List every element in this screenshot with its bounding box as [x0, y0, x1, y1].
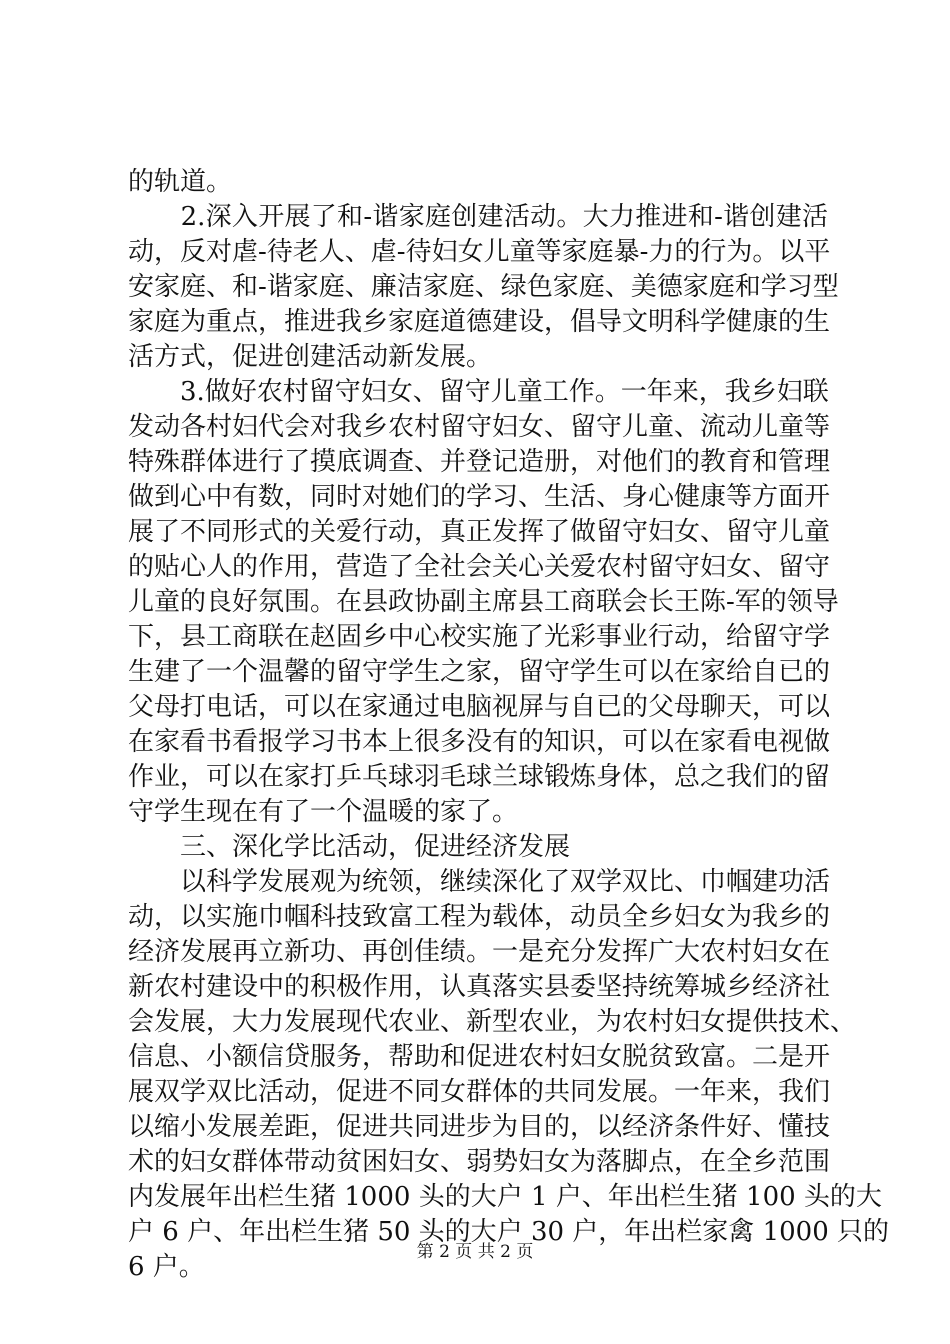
text-line: 动，以实施巾帼科技致富工程为载体，动员全乡妇女为我乡的	[128, 902, 831, 932]
text-line: 展了不同形式的关爱行动，真正发挥了做留守妇女、留守儿童	[128, 517, 831, 547]
text-line: 活方式，促进创建活动新发展。	[128, 342, 493, 372]
text-line: 3.做好农村留守妇女、留守儿童工作。一年来，我乡妇联	[128, 377, 829, 407]
text-line: 展双学双比活动，促进不同女群体的共同发展。一年来，我们	[128, 1077, 831, 1107]
text-line: 6 户。	[128, 1252, 205, 1282]
text-line: 特殊群体进行了摸底调查、并登记造册，对他们的教育和管理	[128, 447, 831, 477]
text-line: 守学生现在有了一个温暖的家了。	[128, 797, 519, 827]
text-line: 新农村建设中的积极作用，认真落实县委坚持统筹城乡经济社	[128, 972, 831, 1002]
text-line: 以科学发展观为统领，继续深化了双学双比、巾帼建功活	[128, 867, 831, 897]
text-line: 生建了一个温馨的留守学生之家，留守学生可以在家给自已的	[128, 657, 831, 687]
text-line: 以缩小发展差距，促进共同进步为目的，以经济条件好、懂技	[128, 1112, 831, 1142]
section-heading: 三、深化学比活动，促进经济发展	[128, 832, 571, 862]
text-line: 的轨道。	[128, 167, 233, 197]
text-line: 动，反对虐-待老人、虐-待妇女儿童等家庭暴-力的行为。以平	[128, 237, 831, 267]
text-line: 安家庭、和-谐家庭、廉洁家庭、绿色家庭、美德家庭和学习型	[128, 272, 839, 302]
text-line: 术的妇女群体带动贫困妇女、弱势妇女为落脚点，在全乡范围	[128, 1147, 831, 1177]
text-line: 家庭为重点，推进我乡家庭道德建设，倡导文明科学健康的生	[128, 307, 831, 337]
text-line: 信息、小额信贷服务，帮助和促进农村妇女脱贫致富。二是开	[128, 1042, 831, 1072]
text-line: 父母打电话，可以在家通过电脑视屏与自已的父母聊天，可以	[128, 692, 831, 722]
document-body	[128, 165, 889, 1285]
text-line: 做到心中有数，同时对她们的学习、生活、身心健康等方面开	[128, 482, 831, 512]
text-line: 的贴心人的作用，营造了全社会关心关爱农村留守妇女、留守	[128, 552, 831, 582]
text-line: 作业，可以在家打乒乓球羽毛球兰球锻炼身体，总之我们的留	[128, 762, 831, 792]
text-line: 下，县工商联在赵固乡中心校实施了光彩事业行动，给留守学	[128, 622, 831, 652]
text-line: 发动各村妇代会对我乡农村留守妇女、留守儿童、流动儿童等	[128, 412, 831, 442]
text-line: 会发展，大力发展现代农业、新型农业，为农村妇女提供技术、	[128, 1007, 857, 1037]
text-line: 儿童的良好氛围。在县政协副主席县工商联会长王陈-军的领导	[128, 587, 839, 617]
text-line: 内发展年出栏生猪 1000 头的大户 1 户、年出栏生猪 100 头的大	[128, 1182, 882, 1212]
page-number-footer: 第 2 页 共 2 页	[416, 1242, 534, 1262]
text-line: 经济发展再立新功、再创佳绩。一是充分发挥广大农村妇女在	[128, 937, 831, 967]
text-line: 在家看书看报学习书本上很多没有的知识，可以在家看电视做	[128, 727, 831, 757]
text-line: 2.深入开展了和-谐家庭创建活动。大力推进和-谐创建活	[128, 202, 828, 232]
text-line: 户 6 户、年出栏生猪 50 头的大户 30 户，年出栏家禽 1000 只的	[128, 1217, 889, 1247]
